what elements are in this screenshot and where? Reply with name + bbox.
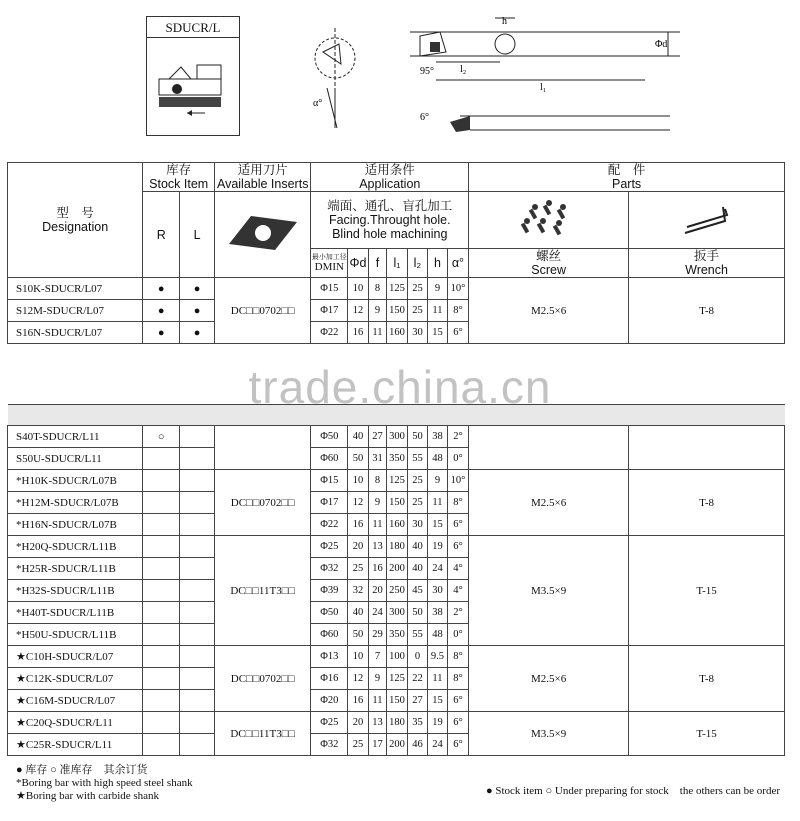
insert-group-1: DC□□0702□□	[215, 278, 311, 344]
table-row: *H40T-SDUCR/L11B Φ50 40 24 300 50 38 2°	[8, 602, 785, 624]
wrench-image-cell	[629, 192, 785, 249]
table-row: S12M-SDUCR/L07 ● ● Φ17 12 9 150 25 11 8°	[8, 300, 785, 322]
l2-label: l₂	[460, 64, 467, 75]
d-header: Φd	[348, 249, 369, 278]
table-row: *H16N-SDUCR/L07B Φ22 16 11 160 30 15 6°	[8, 514, 785, 536]
holder-sketch-icon	[147, 39, 239, 135]
r-header: R	[143, 192, 180, 278]
footer-notes	[16, 764, 193, 803]
table-row: *H25R-SDUCR/L11B Φ32 25 16 200 40 24 4°	[8, 558, 785, 580]
wrench-group-blank	[629, 426, 785, 470]
table-row: S40T-SDUCR/L11 ○ Φ50 40 27 300 50 38 2°	[8, 426, 785, 448]
table-row: ★C16M-SDUCR/L07 Φ20 16 11 150 27 15 6°	[8, 690, 785, 712]
screw-header: 螺丝 Screw	[469, 249, 629, 278]
model-label: SDUCR/L	[147, 19, 239, 38]
insert-group-4: DC□□0702□□	[215, 646, 311, 712]
stock-header: 库存 Stock Item	[143, 163, 215, 192]
table-row: *H12M-SDUCR/L07B Φ17 12 9 150 25 11 8°	[8, 492, 785, 514]
insert-group-2-blank	[215, 426, 311, 470]
designation-header: 型 号 Designation	[8, 163, 143, 278]
insert-diamond-icon	[223, 210, 303, 256]
wrench-group-3: T-15	[629, 536, 785, 646]
a-header: α°	[447, 249, 469, 278]
watermark: trade.china.cn	[248, 361, 552, 413]
insert-group-3: DC□□11T3□□	[215, 536, 311, 646]
l1-label: l₁	[540, 82, 547, 93]
screw-group-5: M3.5×9	[469, 712, 629, 756]
screw-group-4: M2.5×6	[469, 646, 629, 712]
f-header: f	[368, 249, 386, 278]
carbide-note: ★Boring bar with carbide shank	[16, 790, 160, 802]
screw-group-1: M2.5×6	[469, 278, 629, 344]
wrench-group-4: T-8	[629, 646, 785, 712]
h-label: h	[502, 16, 507, 27]
insert-group-2: DC□□0702□□	[215, 470, 311, 536]
screw-group-2: M2.5×6	[469, 470, 629, 536]
table-row: *H32S-SDUCR/L11B Φ39 32 20 250 45 30 4°	[8, 580, 785, 602]
screw-image-cell	[469, 192, 629, 249]
application-header: 适用条件 Application	[311, 163, 469, 192]
tool-diagram-area	[0, 0, 800, 162]
dmin-header: 最小加工径 DMIN	[311, 249, 348, 278]
insert-group-5: DC□□11T3□□	[215, 712, 311, 756]
l1-header: l₁	[387, 249, 408, 278]
wrench-icon	[667, 197, 747, 241]
model-box	[146, 16, 240, 136]
table-row: *H10K-SDUCR/L07B DC□□0702□□ Φ15 10 8 125 25 9 10° M2.5×6 T-8	[8, 470, 785, 492]
parts-header: 配 件 Parts	[469, 163, 785, 192]
hss-note: *Boring bar with high speed steel shank	[16, 777, 193, 789]
table-row: ★C10H-SDUCR/L07 DC□□0702□□ Φ13 10 7 100 0 9.5 8° M2.5×6 T-8	[8, 646, 785, 668]
table-row: S50U-SDUCR/L11 Φ60 50 31 350 55 48 0°	[8, 448, 785, 470]
table-row: ★C25R-SDUCR/L11 Φ32 25 17 200 46 24 6°	[8, 734, 785, 756]
angle95-label: 95°	[420, 66, 434, 77]
table-row: ★C12K-SDUCR/L07 Φ16 12 9 125 22 11 8°	[8, 668, 785, 690]
insert-image-cell	[215, 192, 311, 278]
legend-cn: ● 库存 ○ 准库存 其余订货	[16, 764, 148, 776]
phid-label: Φd	[655, 39, 668, 50]
insert-angle-diagram	[305, 28, 365, 138]
alpha-label: α°	[313, 98, 323, 109]
table-row: *H50U-SDUCR/L11B Φ60 50 29 350 55 48 0°	[8, 624, 785, 646]
wrench-header: 扳手 Wrench	[629, 249, 785, 278]
screw-group-blank	[469, 426, 629, 470]
angle6-label: 6°	[420, 112, 429, 123]
wrench-group-5: T-15	[629, 712, 785, 756]
h-header: h	[428, 249, 447, 278]
insert-header: 适用刀片 Available Inserts	[215, 163, 311, 192]
table-row: S10K-SDUCR/L07 ● ● DC□□0702□□ Φ15 10 8 125 25 9 10° M2.5×6 T-8	[8, 278, 785, 300]
legend-en: ● Stock item ○ Under preparing for stock the others can be order	[485, 785, 780, 797]
boring-bar-diagram	[400, 12, 700, 152]
l2-header: l₂	[407, 249, 428, 278]
table-row: S16N-SDUCR/L07 ● ● Φ22 16 11 160 30 15 6°	[8, 322, 785, 344]
screw-group-3: M3.5×9	[469, 536, 629, 646]
screws-icon	[509, 197, 589, 241]
application-desc: 端面、通孔、盲孔加工 Facing.Throught hole. Blind hole machining	[311, 192, 469, 249]
table-row: *H20Q-SDUCR/L11B DC□□11T3□□ Φ25 20 13 180 40 19 6° M3.5×9 T-15	[8, 536, 785, 558]
wrench-group-1: T-8	[629, 278, 785, 344]
spec-table	[7, 162, 785, 756]
wrench-group-2: T-8	[629, 470, 785, 536]
table-row: ★C20Q-SDUCR/L11 DC□□11T3□□ Φ25 20 13 180 35 19 6° M3.5×9 T-15	[8, 712, 785, 734]
l-header: L	[180, 192, 215, 278]
